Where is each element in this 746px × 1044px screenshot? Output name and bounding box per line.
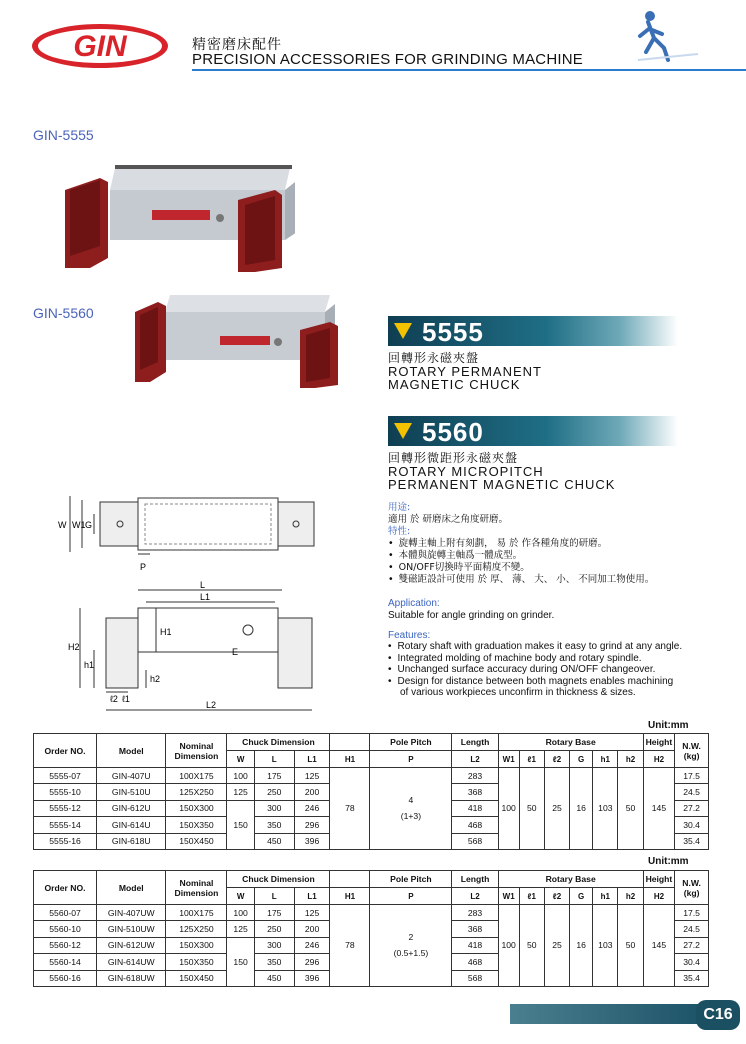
header-nominal: Nominal Dimension: [166, 871, 227, 905]
feature-en-item: • Design for distance between both magnets enables machining: [388, 676, 682, 687]
usage-cn: [388, 502, 654, 586]
header-title-cn: 精密磨床配件: [192, 37, 282, 53]
product-name-cn-5555: 回轉形永磁夾盤: [388, 351, 480, 365]
feature-cn-item: • 雙磁距設計可使用 於 厚、 薄、 大、 小、 不同加工物使用。: [388, 574, 654, 586]
table-cell: 50: [618, 768, 643, 850]
features-list-en: [388, 641, 682, 687]
header-P: P: [370, 751, 452, 768]
table-cell: 145: [643, 768, 675, 850]
table-cell: 125: [294, 768, 330, 784]
label-h2: h2: [150, 674, 161, 684]
table-cell: 4: [408, 795, 414, 806]
header-height: Height: [643, 871, 675, 888]
header-W: W: [227, 888, 254, 905]
title-bar-5555: [388, 316, 678, 346]
unit-label-1: Unit:mm: [648, 720, 689, 731]
header-pole-pitch: Pole Pitch: [370, 871, 452, 888]
header-height: Height: [643, 734, 675, 751]
dimension-diagram: [50, 480, 350, 720]
header-nw: N.W. (kg): [675, 734, 709, 768]
header-rotary-base: Rotary Base: [498, 734, 643, 751]
table-cell: 25: [544, 768, 569, 850]
table-cell: GIN-510UW: [97, 921, 166, 937]
table-cell: GIN-407U: [97, 768, 166, 784]
header-h1: h1: [593, 888, 618, 905]
product-name-en-5555-2: MAGNETIC CHUCK: [388, 377, 521, 392]
label-H1: H1: [160, 627, 172, 637]
table-cell: 150X350: [166, 954, 227, 970]
table-cell: 283: [452, 768, 498, 784]
label-L2: L2: [206, 700, 217, 710]
header-L: L: [254, 751, 294, 768]
table-cell: 246: [294, 800, 330, 816]
table-cell: 150X350: [166, 817, 227, 833]
table-cell: GIN-614UW: [97, 954, 166, 970]
product-name-cn-5560: 回轉形微距形永磁夾盤: [388, 451, 519, 465]
product-number-5555: 5555: [422, 317, 484, 347]
header-title-en: PRECISION ACCESSORIES FOR GRINDING MACHINE: [192, 51, 583, 68]
feature-cn-item: • 旋轉主軸上附有刻劃， 易 於 作各種角度的研磨。: [388, 538, 654, 550]
footer-bar: [510, 1004, 710, 1024]
header-order-no: Order NO.: [34, 734, 97, 768]
table-cell: GIN-618U: [97, 833, 166, 849]
label-l2: ℓ2: [110, 694, 118, 704]
label-L1: L1: [200, 592, 211, 602]
table-cell: 150: [227, 800, 254, 849]
feature-list-cn: [388, 538, 654, 586]
table-cell: 103: [593, 768, 618, 850]
usage-text-cn: 適用 於 研磨床之角度研磨。: [388, 514, 509, 525]
label-l1: ℓ1: [122, 694, 130, 704]
table-cell: 100: [227, 768, 254, 784]
feature-cn-item: • ON/OFF切換時平面精度不變。: [388, 562, 654, 574]
table-cell: 5555-10: [34, 784, 97, 800]
title-bar-5560: [388, 416, 678, 446]
header-H1: H1: [330, 888, 370, 905]
table-cell: 100: [227, 905, 254, 921]
table-cell: GIN-618UW: [97, 970, 166, 986]
features-en: [388, 630, 682, 698]
header-L1: L1: [294, 888, 330, 905]
table-cell: 300: [254, 937, 294, 953]
table-cell: 350: [254, 954, 294, 970]
table-cell: 25: [544, 905, 569, 987]
table-cell: 125X250: [166, 921, 227, 937]
table-cell: 50: [618, 905, 643, 987]
header-chuck-dim: Chuck Dimension: [227, 734, 330, 751]
logo-text: GIN: [73, 30, 127, 63]
product-number-5560: 5560: [422, 417, 484, 447]
table-cell: 418: [452, 800, 498, 816]
table-row: [34, 905, 709, 921]
table-cell: 30.4: [675, 954, 709, 970]
table-cell: 100X175: [166, 905, 227, 921]
table-cell: 150: [227, 937, 254, 986]
header-W: W: [227, 751, 254, 768]
application-en: [388, 598, 554, 622]
table-cell: [370, 905, 452, 987]
table-cell: 300: [254, 800, 294, 816]
unit-label-2: Unit:mm: [648, 856, 689, 867]
table-cell: 5560-16: [34, 970, 97, 986]
table-cell: 125: [227, 784, 254, 800]
product-name-en-5560-1: ROTARY MICROPITCH: [388, 464, 544, 479]
table-cell: 450: [254, 833, 294, 849]
label-G: G: [85, 520, 93, 530]
table-cell: 5555-16: [34, 833, 97, 849]
table-cell: 5555-14: [34, 817, 97, 833]
header-model: Model: [97, 871, 166, 905]
label-E: E: [232, 647, 239, 657]
label-H2: H2: [68, 642, 80, 652]
header-pole-pitch: Pole Pitch: [370, 734, 452, 751]
table-cell: 16: [570, 768, 593, 850]
header-L2: L2: [452, 888, 498, 905]
model-label-5555: GIN-5555: [33, 127, 94, 143]
header-nominal: Nominal Dimension: [166, 734, 227, 768]
table-cell: 30.4: [675, 817, 709, 833]
table-cell: 296: [294, 954, 330, 970]
header-h2: h2: [618, 888, 643, 905]
label-W: W: [58, 520, 67, 530]
table-cell: [370, 768, 452, 850]
header-order-no: Order NO.: [34, 871, 97, 905]
header-H2: H2: [643, 751, 675, 768]
header-G: G: [570, 888, 593, 905]
table-cell: 150X300: [166, 937, 227, 953]
table-cell: 250: [254, 921, 294, 937]
header-l1: ℓ1: [519, 888, 544, 905]
application-heading: Application:: [388, 598, 440, 609]
header-L1: L1: [294, 751, 330, 768]
chuck-image-5560: [130, 290, 345, 390]
feature-heading-cn: 特性:: [388, 526, 411, 537]
product-desc-5555: [388, 352, 542, 391]
header-rotary-base: Rotary Base: [498, 871, 643, 888]
table-cell: 50: [519, 768, 544, 850]
table-cell: 246: [294, 937, 330, 953]
table-cell: 5560-07: [34, 905, 97, 921]
features-heading: Features:: [388, 630, 431, 641]
header-chuck-dim: Chuck Dimension: [227, 871, 330, 888]
table-cell: 150X450: [166, 833, 227, 849]
table-cell: 468: [452, 817, 498, 833]
table-cell: 296: [294, 817, 330, 833]
table-cell: 368: [452, 921, 498, 937]
table-cell: 368: [452, 784, 498, 800]
table-cell: 468: [452, 954, 498, 970]
feature-cn-item: • 本體與旋轉主軸爲一體成型。: [388, 550, 654, 562]
table-cell: 5555-12: [34, 800, 97, 816]
header-W1: W1: [498, 888, 519, 905]
runner-icon: [628, 8, 700, 68]
header-h1: h1: [593, 751, 618, 768]
feature-en-item: • Rotary shaft with graduation makes it easy to grind at any angle.: [388, 641, 682, 652]
table-cell: (0.5+1.5): [393, 948, 429, 959]
table-cell: GIN-510U: [97, 784, 166, 800]
table-cell: 175: [254, 905, 294, 921]
table-cell: 175: [254, 768, 294, 784]
table-cell: 200: [294, 784, 330, 800]
table-cell: 17.5: [675, 905, 709, 921]
table-cell: GIN-612U: [97, 800, 166, 816]
header-h2: h2: [618, 751, 643, 768]
table-cell: 283: [452, 905, 498, 921]
table-cell: 27.2: [675, 937, 709, 953]
table-cell: (1+3): [400, 811, 422, 822]
table-cell: 125: [227, 921, 254, 937]
feature-en-item: • Integrated molding of machine body and rotary spindle.: [388, 653, 682, 664]
table-cell: 16: [570, 905, 593, 987]
product-name-en-5560-2: PERMANENT MAGNETIC CHUCK: [388, 477, 616, 492]
table-cell: 35.4: [675, 833, 709, 849]
table-cell: GIN-614U: [97, 817, 166, 833]
header-length: Length: [452, 871, 498, 888]
table-cell: 5555-07: [34, 768, 97, 784]
table-cell: 350: [254, 817, 294, 833]
header-h1-blank: [330, 734, 370, 751]
page-number: C16: [696, 1000, 740, 1030]
header-l2: ℓ2: [544, 751, 569, 768]
table-cell: 27.2: [675, 800, 709, 816]
table-cell: 2: [408, 932, 414, 943]
table-cell: 78: [330, 905, 370, 987]
table-cell: 35.4: [675, 970, 709, 986]
table-cell: 5560-10: [34, 921, 97, 937]
table-cell: 396: [294, 970, 330, 986]
feature-en-item: • Unchanged surface accuracy during ON/OFF changeover.: [388, 664, 682, 675]
header-length: Length: [452, 734, 498, 751]
application-text: Suitable for angle grinding on grinder.: [388, 610, 555, 621]
table-cell: 200: [294, 921, 330, 937]
table-cell: 100: [498, 905, 519, 987]
header-P: P: [370, 888, 452, 905]
spec-table-5555: [33, 733, 709, 850]
product-name-en-5555-1: ROTARY PERMANENT: [388, 364, 542, 379]
chuck-image-5555: [60, 160, 295, 275]
spec-table-5560: [33, 870, 709, 987]
usage-heading-cn: 用途:: [388, 502, 411, 513]
table-cell: 150X300: [166, 800, 227, 816]
table-cell: 24.5: [675, 921, 709, 937]
table-cell: 5560-14: [34, 954, 97, 970]
header-G: G: [570, 751, 593, 768]
label-L: L: [200, 580, 206, 590]
table-cell: 450: [254, 970, 294, 986]
table-cell: 103: [593, 905, 618, 987]
table-cell: 568: [452, 970, 498, 986]
label-h1: h1: [84, 660, 95, 670]
header-L: L: [254, 888, 294, 905]
table-cell: 78: [330, 768, 370, 850]
header-l2: ℓ2: [544, 888, 569, 905]
table-cell: 5560-12: [34, 937, 97, 953]
header-L2: L2: [452, 751, 498, 768]
header-model: Model: [97, 734, 166, 768]
model-label-5560: GIN-5560: [33, 305, 94, 321]
header-h1-blank: [330, 871, 370, 888]
table-cell: 100X175: [166, 768, 227, 784]
table-cell: 145: [643, 905, 675, 987]
header-nw: N.W. (kg): [675, 871, 709, 905]
triangle-icon: [394, 423, 412, 439]
table-cell: 125X250: [166, 784, 227, 800]
table-cell: 17.5: [675, 768, 709, 784]
table-cell: 50: [519, 905, 544, 987]
header-W1: W1: [498, 751, 519, 768]
table-cell: GIN-407UW: [97, 905, 166, 921]
table-cell: 396: [294, 833, 330, 849]
table-cell: 125: [294, 905, 330, 921]
label-P: P: [140, 562, 147, 572]
gin-logo: [30, 22, 170, 70]
table-cell: GIN-612UW: [97, 937, 166, 953]
table-cell: 150X450: [166, 970, 227, 986]
table-cell: 250: [254, 784, 294, 800]
table-cell: 418: [452, 937, 498, 953]
header-rule: [192, 69, 746, 71]
table-cell: 24.5: [675, 784, 709, 800]
header-H1: H1: [330, 751, 370, 768]
header-H2: H2: [643, 888, 675, 905]
product-desc-5560: [388, 452, 615, 491]
header-l1: ℓ1: [519, 751, 544, 768]
triangle-icon: [394, 323, 412, 339]
table-row: [34, 768, 709, 784]
label-W1: W1: [72, 520, 86, 530]
table-cell: 100: [498, 768, 519, 850]
feature-en-continuation: of various workpieces unconfirm in thickness & sizes.: [400, 687, 636, 699]
table-cell: 568: [452, 833, 498, 849]
